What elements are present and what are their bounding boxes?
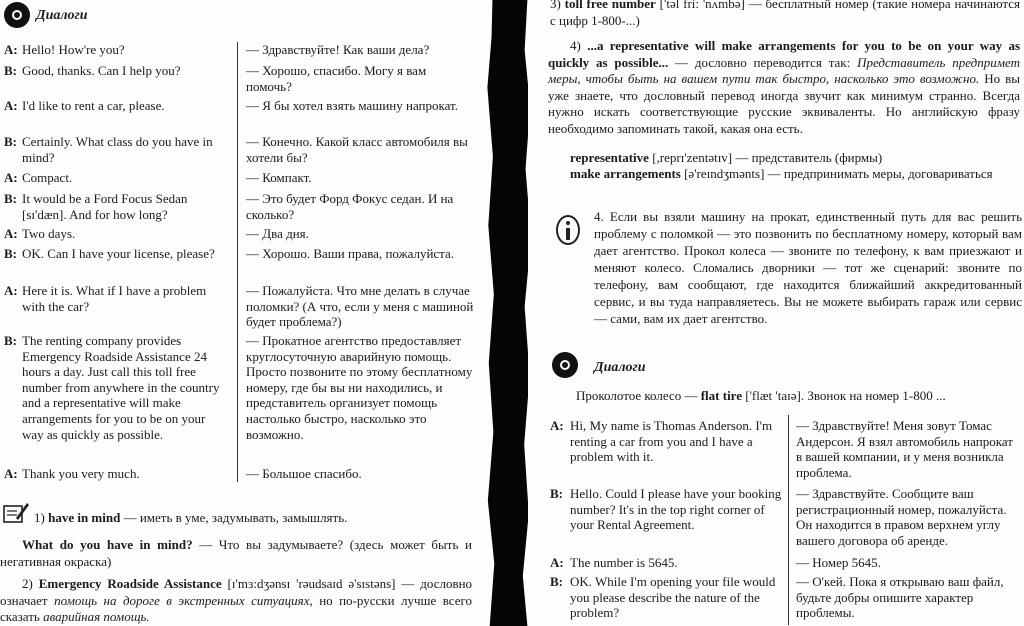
speaker-label: A:	[4, 226, 18, 241]
speaker-label: A:	[550, 555, 564, 570]
note-2-term: Emergency Roadside Assistance	[38, 576, 222, 591]
right-page	[528, 0, 1024, 626]
note-4	[548, 38, 1020, 137]
subtitle-text: Проколотое колесо —	[576, 388, 698, 403]
note-4-literal: Представитель предпримет меры, чтобы быть на вашем пути так быстро, насколько это возможно.	[548, 54, 1021, 86]
column-divider-left	[237, 42, 238, 482]
russian-line: — О'кей. Пока я открываю ваш файл, будьте добры опишите характер проблемы.	[796, 574, 1004, 621]
english-line: Here it is. What if I have a problem with the car?	[22, 283, 207, 314]
english-line: It would be a Ford Focus Sedan [sɪ'dæn]. And for how long?	[22, 191, 188, 222]
dialogue-section-icon	[552, 352, 578, 378]
russian-line: — Это будет Форд Фокус седан. И на сколько?	[246, 191, 454, 222]
note-2-literal: помощь на дороге в экстренных ситуациях,	[54, 592, 313, 608]
column-divider-right	[788, 415, 789, 625]
speaker-label: B:	[4, 246, 17, 261]
note-2-translation: аварийная помощь.	[43, 609, 150, 624]
english-line: The renting company provides Emergency Roadside Assistance 24 hours a day. Just call this toll free number from anywhere in the country and a representative will make arrangements for you to be on your way as quickly as possible.	[22, 333, 220, 442]
speaker-label: A:	[550, 418, 564, 433]
speaker-label: B:	[550, 486, 563, 501]
russian-line: — Два дня.	[246, 226, 309, 241]
note-1-example	[0, 537, 472, 570]
russian-line: — Я бы хотел взять машину напрокат.	[246, 98, 459, 113]
dialogue-section-icon	[4, 2, 30, 28]
note-4-number: 4)	[570, 38, 581, 53]
book-binding-gutter	[486, 0, 532, 626]
english-line: Good, thanks. Can I help you?	[22, 63, 181, 78]
russian-line: — Компакт.	[246, 170, 312, 185]
subtitle-term: flat tire	[700, 388, 742, 403]
note-2-definition: — дословно означает	[0, 576, 473, 608]
speaker-label: A:	[4, 170, 18, 185]
note-2	[0, 576, 472, 626]
russian-line: — Прокатное агентство предоставляет круглосуточную аварийную помощь. Просто позвоните по этому бесплатному номеру, где бы вы ни находились, и представитель организует помощь настолько быстро, насколько это возможно.	[246, 333, 473, 442]
english-line: Two days.	[22, 226, 76, 241]
vocab-term: representative	[570, 150, 649, 165]
russian-line: — Пожалуйста. Что мне делать в случае поломки? (А что, если у меня с машиной будет проблема?)	[246, 283, 474, 330]
vocab-representative	[570, 150, 1020, 166]
english-line: OK. Can I have your license, please?	[22, 246, 215, 261]
vocab-definition: — предпринимать меры, договариваться	[767, 166, 993, 181]
russian-line: — Хорошо. Ваши права, пожалуйста.	[246, 246, 455, 261]
english-line: Certainly. What class do you have in mind?	[22, 134, 213, 165]
note-3-pronunciation: ['təl fri: 'nʌmbə]	[659, 0, 745, 11]
note-4-definition: — дословно переводится так:	[675, 54, 851, 70]
speaker-label: B:	[4, 333, 17, 348]
english-line: I'd like to rent a car, please.	[22, 98, 165, 113]
speaker-label: B:	[4, 63, 17, 78]
note-1-number: 1)	[34, 510, 45, 525]
english-line: Compact.	[22, 170, 73, 185]
section-header-left: Диалоги	[36, 8, 88, 23]
vocab-pronunciation: [,reprɪ'zentətɪv]	[652, 150, 733, 165]
left-page	[0, 0, 492, 626]
note-1-term: have in mind	[48, 510, 121, 525]
dialogue-subtitle	[576, 388, 1022, 404]
subtitle-text-cont: Звонок на номер 1-800 ...	[807, 388, 946, 403]
speaker-label: A:	[4, 466, 18, 481]
note-1-definition: — иметь в уме, задумывать, замышлять.	[123, 510, 348, 525]
note-pencil-icon	[2, 500, 30, 526]
note-2-pronunciation: [ɪ'mɜ:dʒənsɪ 'rəudsaɪd ə'sɪstəns]	[227, 576, 396, 591]
english-line: Hi, My name is Thomas Anderson. I'm renting a car from you and I have a problem with it.	[570, 418, 773, 465]
vocab-term: make arrangements	[570, 166, 681, 181]
russian-line: — Здравствуйте. Сообщите ваш регистрационный номер, пожалуйста. Он находится в правом верхнем углу вашего договора об аренде.	[796, 486, 1007, 548]
russian-line: — Номер 5645.	[796, 555, 881, 570]
english-line: Hello! How're you?	[22, 42, 125, 57]
note-3-term: toll free number	[564, 0, 656, 11]
note-3-number: 3)	[550, 0, 561, 11]
russian-line: — Большое спасибо.	[246, 466, 362, 481]
info-note: 4. Если вы взяли машину на прокат, единственный путь для вас решить проблему с поломкой — это позвонить по бесплатному номеру, который вам дает агентство. Прокол колеса — звоните по телефону, к вам приезжают и меняют колесо. Сломались дворники — тот же сценарий: звоните по телефону, вам сообщают, где находится ближайший аккредитованный сервис, и вы туда направляетесь. Вы не можете выбирать гараж или сервис — сами, вам их дает агентство.	[594, 209, 1022, 326]
vocab-make-arrangements	[548, 166, 1020, 182]
note-1-example-definition: — Что вы задумываете? (здесь может быть и негативная окраска)	[0, 537, 473, 569]
english-line: Thank you very much.	[22, 466, 140, 481]
note-4-term: ...a representative will make arrangements for you to be on your way as quickly as possible...	[548, 38, 1021, 70]
russian-line: — Здравствуйте! Меня зовут Томас Андерсон. Я взял автомобиль напрокат в вашей компании, и у меня возникла проблема.	[796, 418, 1013, 480]
speaker-label: B:	[4, 191, 17, 206]
english-line: Hello. Could I please have your booking number? It's in the top right corner of your Rental Agreement.	[570, 486, 782, 533]
speaker-label: A:	[4, 42, 18, 57]
speaker-label: A:	[4, 283, 18, 298]
vocab-definition: — представитель (фирмы)	[735, 150, 883, 165]
russian-line: — Хорошо, спасибо. Могу я вам помочь?	[246, 63, 427, 94]
note-3-definition: — бесплатный номер (такие номера начинаются с цифр 1-800-...)	[550, 0, 1021, 28]
english-line: The number is 5645.	[570, 555, 678, 570]
speaker-label: B:	[4, 134, 17, 149]
english-line: OK. While I'm opening your file would you please describe the nature of the problem?	[570, 574, 776, 621]
note-3	[550, 0, 1020, 29]
subtitle-pronunciation: ['flæt 'taɪə].	[745, 388, 805, 403]
speaker-label: B:	[550, 574, 563, 589]
russian-line: — Конечно. Какой класс автомобиля вы хотели бы?	[246, 134, 468, 165]
note-2-number: 2)	[22, 576, 33, 591]
vocab-pronunciation: [ə'reɪndʒmənts]	[684, 166, 765, 181]
note-4-definition-cont: Но вы уже знаете, что дословный перевод иногда звучит как минимум странно. Всегда нужно искать соответствующие русские эквиваленты. Но английскую фразу необходимо запоминать такой, какая она есть.	[548, 71, 1020, 136]
note-2-definition-cont: но по-русски лучше всего сказать	[0, 592, 472, 624]
info-icon	[556, 215, 580, 245]
section-header-right: Диалоги	[594, 360, 646, 375]
note-1-example-term: What do you have in mind?	[22, 537, 193, 552]
speaker-label: A:	[4, 98, 18, 113]
russian-line: — Здравствуйте! Как ваши дела?	[246, 42, 430, 57]
note-1	[34, 510, 474, 527]
